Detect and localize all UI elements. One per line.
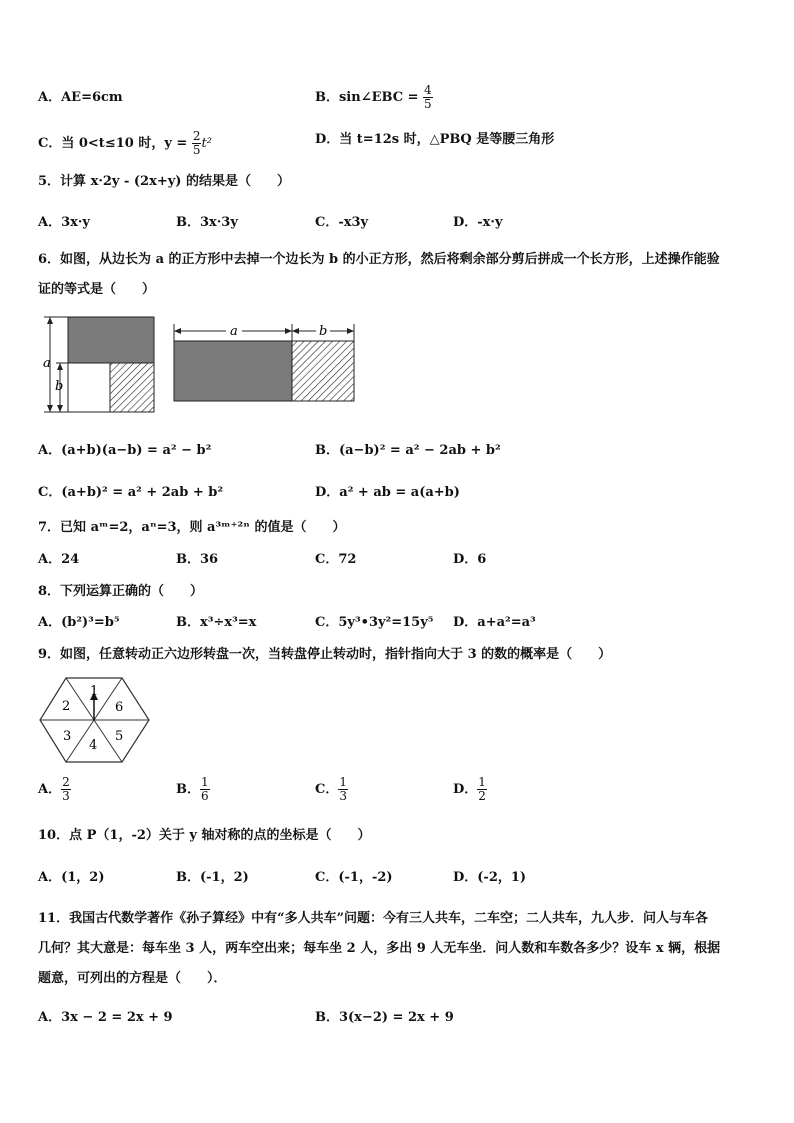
q5-option-c: C．-x3y [315,215,369,230]
fraction-numerator: 2 [192,129,201,143]
q10-option-c: C．(-1，-2) [315,870,393,885]
q7-option-a: A．24 [38,552,80,567]
q7-option-d: D．6 [453,552,487,567]
q9-stem: 9．如图，任意转动正六边形转盘一次，当转盘停止转动时，指针指向大于 3 的数的概率是（ ） [38,647,612,662]
q9-option-b [176,776,210,803]
spinner-sector-6: 6 [115,700,124,715]
option-label: C． [315,782,339,797]
spinner-sector-1: 1 [90,684,99,699]
q7-stem: 7．已知 aᵐ=2，aⁿ=3，则 a³ᵐ⁺²ⁿ 的值是（ ） [38,520,346,535]
hexagon-spinner [38,672,152,768]
fraction-denominator: 5 [424,97,432,111]
q11-stem-line3: 题意，可列出的方程是（ ）． [38,971,227,986]
q9-option-a-fraction [61,776,71,803]
fraction-numerator: 2 [62,775,70,789]
fraction-denominator: 6 [201,789,209,803]
q10-option-a: A．(1，2) [38,870,105,885]
removed-square [68,363,110,412]
hatched-rectangle [292,341,354,401]
q9-option-b-fraction [200,776,210,803]
q9-option-c-fraction [338,776,348,803]
fraction-numerator: 1 [339,775,347,789]
q4-option-c [38,130,212,157]
gray-rectangle [174,341,292,401]
fraction-denominator: 5 [192,143,201,157]
q4-option-c-prefix: C．当 0<t≤10 时，y = [38,136,192,151]
gray-region-top [68,317,154,363]
arrow-up-icon [57,363,63,370]
q8-option-d: D．a+a²=a³ [453,615,536,630]
arrow-up-icon [47,317,53,324]
hatched-region [110,363,154,412]
q4-option-c-suffix: t² [201,136,212,151]
q4-option-b-fraction [423,84,433,111]
q8-option-c: C．5y³•3y²=15y⁵ [315,615,434,630]
option-label: D． [453,782,478,797]
q9-option-a [38,776,71,803]
arrow-down-icon [57,405,63,412]
q11-stem-line1: 11．我国古代数学著作《孙子算经》中有“多人共车”问题：今有三人共车，二车空；二人共车，九人步．问人与车各 [38,911,709,926]
q5-stem: 5．计算 x·2y - (2x+y) 的结果是（ ） [38,174,290,189]
q7-option-c: C．72 [315,552,357,567]
fraction-numerator: 1 [478,775,486,789]
arrow-left-icon [174,328,181,334]
q10-option-b: B．(-1，2) [176,870,249,885]
arrow-down-icon [47,405,53,412]
fraction-denominator: 3 [62,789,70,803]
q4-option-b [315,84,433,111]
q6-stem-line2: 证的等式是（ ） [38,282,156,297]
option-label: A． [38,782,62,797]
q4-option-b-prefix: B．sin∠EBC = [315,90,424,105]
label-b-width: b [319,324,328,339]
q6-option-c: C．(a+b)² = a² + 2ab + b² [38,485,224,500]
q10-stem: 10．点 P（1，-2）关于 y 轴对称的点的坐标是（ ） [38,828,371,843]
option-label: B． [176,782,200,797]
q6-option-a: A．(a+b)(a−b) = a² − b² [38,443,212,458]
q9-option-c [315,776,348,803]
label-a-width: a [230,324,238,339]
spinner-sector-3: 3 [63,729,72,744]
q8-stem: 8．下列运算正确的（ ） [38,584,204,599]
spinner-sector-2: 2 [62,699,71,714]
q11-stem-line2: 几何？其大意是：每车坐 3 人，两车空出来；每车坐 2 人，多出 9 人无车坐．问人数和车数各多少？设车 x 辆，根据 [38,941,721,956]
q5-option-a: A．3x·y [38,215,90,230]
spinner-sector-5: 5 [115,729,124,744]
q10-option-d: D．(-2，1) [453,870,527,885]
arrow-left-icon [292,328,299,334]
label-a: a [43,356,51,371]
q5-option-d: D．-x·y [453,215,503,230]
q7-option-b: B．36 [176,552,219,567]
arrow-right-icon [285,328,292,334]
q11-option-a: A．3x − 2 = 2x + 9 [38,1010,173,1025]
fraction-numerator: 4 [424,83,432,97]
fraction-denominator: 2 [478,789,486,803]
arrow-right-icon [347,328,354,334]
fraction-denominator: 3 [339,789,347,803]
q4-option-d: D．当 t=12s 时，△PBQ 是等腰三角形 [315,132,555,147]
spinner-sector-4: 4 [89,738,98,753]
q6-option-b: B．(a−b)² = a² − 2ab + b² [315,443,501,458]
fraction-numerator: 1 [201,775,209,789]
q8-option-a: A．(b²)³=b⁵ [38,615,120,630]
q9-option-d-fraction [477,776,487,803]
q9-option-d [453,776,487,803]
q4-option-a: A．AE=6cm [38,90,123,105]
q6-option-d: D．a² + ab = a(a+b) [315,485,460,500]
q8-option-b: B．x³÷x³=x [176,615,257,630]
q6-stem-line1: 6．如图，从边长为 a 的正方形中去掉一个边长为 b 的小正方形，然后将剩余部分剪后拼成一个长方形，上述操作能验 [38,252,720,267]
label-b: b [55,379,64,394]
q6-figure [38,310,368,415]
q5-option-b: B．3x·3y [176,215,238,230]
q11-option-b: B．3(x−2) = 2x + 9 [315,1010,454,1025]
